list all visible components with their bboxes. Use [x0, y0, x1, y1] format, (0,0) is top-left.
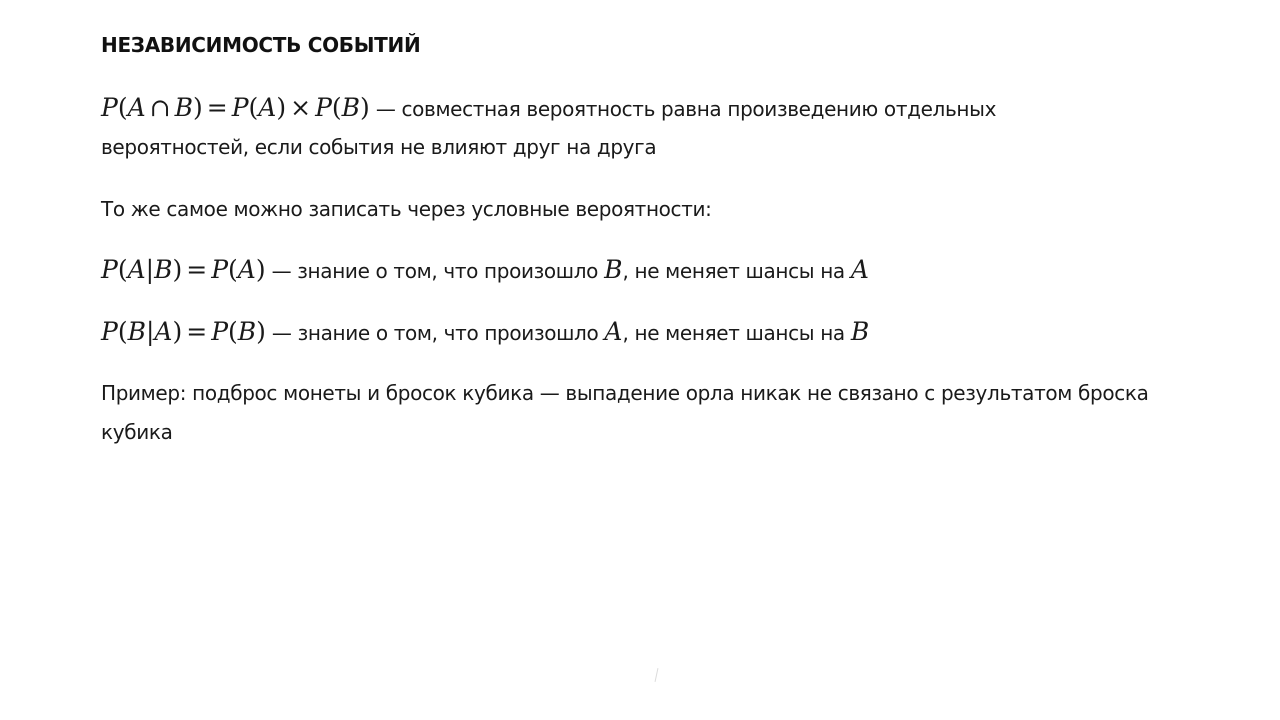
math-symbol: A	[237, 255, 256, 284]
text-cursor-mark	[655, 668, 659, 682]
math-symbol: B	[174, 93, 193, 122]
math-symbol: P	[231, 93, 249, 122]
paragraph-conditional-b-given-a	[101, 312, 869, 353]
math-symbol: P	[101, 255, 118, 284]
paragraph-text: , не меняет шансы на	[622, 321, 851, 345]
paragraph-example: Пример: подброс монеты и бросок кубика — выпадение орла никак не связано с результатом броска	[101, 381, 1149, 405]
math-symbol: B	[341, 93, 361, 122]
math-symbol: A	[154, 317, 173, 346]
equals-operator: =	[186, 317, 208, 346]
math-symbol: B	[604, 255, 623, 284]
conditional-bar: |	[145, 317, 155, 346]
intersection-operator: ∩	[149, 93, 171, 122]
times-operator: ×	[290, 93, 312, 122]
equals-operator: =	[186, 255, 208, 284]
paragraph-text: — знание о том, что произошло	[265, 259, 605, 283]
paragraph-text: — знание о том, что произошло	[265, 321, 605, 345]
paragraph-text: — совместная вероятность равна произведению отдельных	[369, 97, 997, 121]
math-symbol: P	[211, 255, 229, 284]
paragraph-conditional-intro: То же самое можно записать через условные вероятности:	[101, 197, 712, 221]
math-symbol: P	[211, 317, 229, 346]
math-symbol: A	[127, 93, 146, 122]
paragraph-joint-probability-continued: вероятностей, если события не влияют друг на друга	[101, 135, 657, 159]
formula-b-given-a: P(B|A) = P(B)	[101, 317, 266, 346]
math-symbol: B	[154, 255, 173, 284]
conditional-bar: |	[145, 255, 155, 284]
math-symbol: P	[101, 93, 118, 122]
formula-joint-probability: P(A ∩ B) = P(A) × P(B)	[101, 93, 370, 122]
paragraph-text: , не меняет шансы на	[622, 259, 851, 283]
math-symbol: A	[604, 317, 623, 346]
equals-operator: =	[206, 93, 228, 122]
formula-a-given-b: P(A|B) = P(A)	[101, 255, 266, 284]
paragraph-joint-probability	[101, 88, 996, 129]
math-symbol: B	[850, 317, 870, 346]
paragraph-conditional-a-given-b	[101, 250, 869, 291]
page-title: НЕЗАВИСИМОСТЬ СОБЫТИЙ	[101, 33, 421, 57]
math-symbol: A	[258, 93, 277, 122]
math-symbol: A	[850, 255, 869, 284]
math-symbol: B	[237, 317, 257, 346]
math-symbol: P	[101, 317, 118, 346]
math-symbol: P	[315, 93, 332, 122]
math-symbol: B	[127, 317, 146, 346]
math-symbol: A	[127, 255, 146, 284]
paragraph-example-continued: кубика	[101, 420, 173, 444]
